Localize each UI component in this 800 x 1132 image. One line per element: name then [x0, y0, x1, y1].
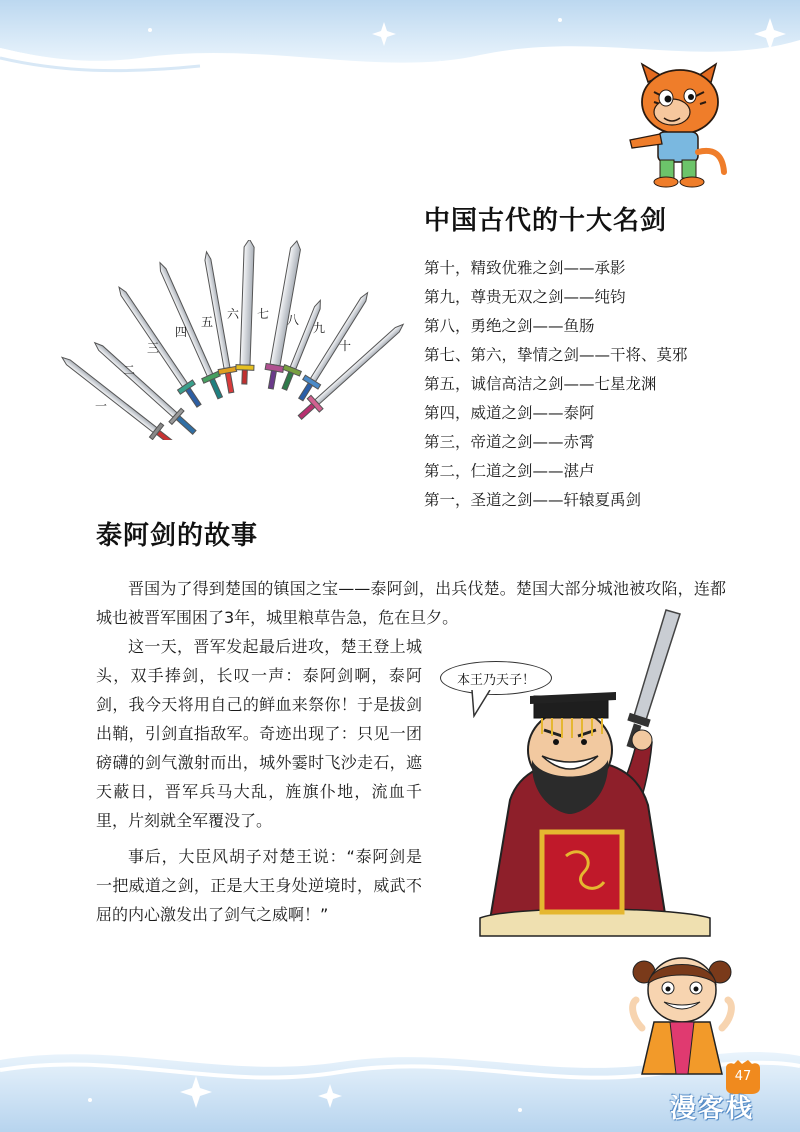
speech-bubble-tail [468, 690, 498, 718]
sword-label-10: 十 [339, 339, 352, 353]
girl-character-illustration [628, 948, 736, 1078]
sword-label-2: 二 [123, 363, 136, 377]
ten-swords-illustration [55, 240, 405, 440]
list-item: 第八，勇绝之剑——鱼肠 [424, 317, 595, 335]
sword-label-7: 七 [257, 307, 270, 321]
swords-section-title: 中国古代的十大名剑 [424, 206, 668, 236]
list-item: 第五，诚信高洁之剑——七星龙渊 [424, 375, 657, 393]
page-number: 47 [734, 1069, 752, 1084]
sword-label-5: 五 [201, 315, 214, 329]
sword-label-6: 六 [227, 307, 240, 321]
list-item: 第七、第六，挚情之剑——干将、莫邪 [424, 346, 688, 364]
chu-king-illustration [470, 600, 720, 945]
sword-label-9: 九 [313, 321, 326, 335]
list-item: 第二，仁道之剑——湛卢 [424, 462, 595, 480]
list-item: 第三，帝道之剑——赤霄 [424, 433, 595, 451]
story-paragraph-3: 事后，大臣风胡子对楚王说：“泰阿剑是一把威道之剑，正是大王身处逆境时，威武不屈的内心激发出了剑气之威啊！” [96, 847, 422, 924]
site-watermark: 漫客栈 [670, 1094, 755, 1124]
list-item: 第十，精致优雅之剑——承影 [424, 259, 626, 277]
story-paragraph-2: 这一天，晋军发起最后进攻，楚王登上城头，双手捧剑，长叹一声：泰阿剑啊，泰阿剑，我今天将用自己的鲜血来祭你！于是拔剑出鞘，引剑直指敌军。奇迹出现了：只见一团磅礴的剑气激射而出，城外霎时飞沙走石，遮天蔽日，晋军兵马大乱，旌旗仆地，流血千里，片刻就全军覆没了。 [96, 637, 422, 830]
list-item: 第四，威道之剑——泰阿 [424, 404, 595, 422]
list-item: 第一，圣道之剑——轩辕夏禹剑 [424, 491, 642, 509]
tiger-character-illustration [620, 62, 730, 192]
sword-label-3: 三 [147, 341, 160, 355]
sword-label-8: 八 [287, 313, 300, 327]
sword-label-1: 一 [95, 399, 108, 413]
story-section-title: 泰阿剑的故事 [96, 521, 259, 551]
famous-swords-list [424, 254, 764, 515]
sword-label-4: 四 [175, 325, 188, 339]
speech-bubble: 本王乃天子！ [440, 661, 552, 695]
story-paragraph-1: 晋国为了得到楚国的镇国之宝——泰阿剑，出兵伐楚。楚国大部分城池被攻陷，连都城也被晋军围困了3年，城里粮草告急，危在旦夕。 [96, 579, 726, 627]
list-item: 第九，尊贵无双之剑——纯钧 [424, 288, 626, 306]
